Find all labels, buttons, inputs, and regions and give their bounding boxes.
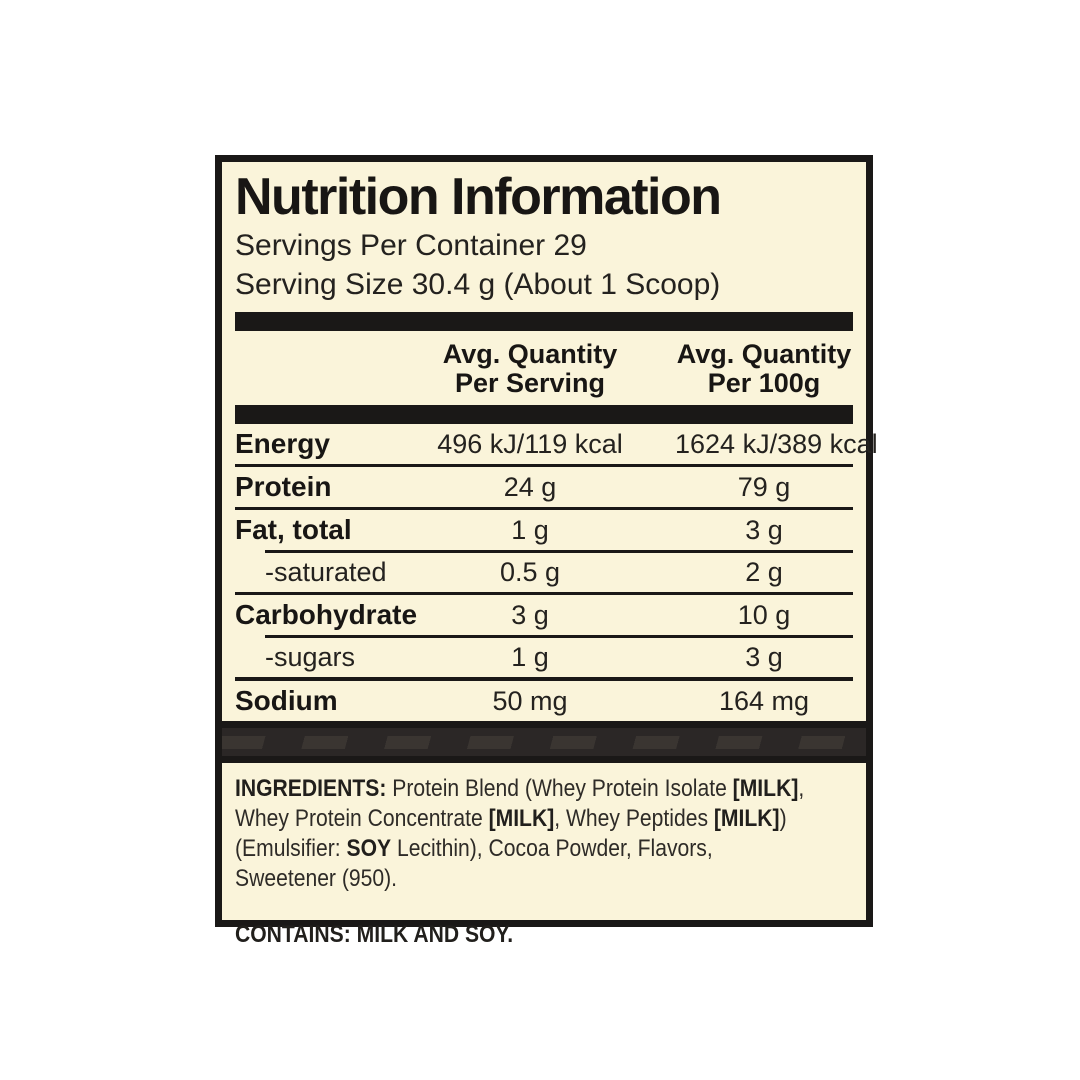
value-per-serving: 3 g bbox=[511, 600, 549, 630]
value-per-serving: 24 g bbox=[503, 472, 557, 502]
value-per-100g: 10 g bbox=[737, 600, 791, 630]
table-row-protein bbox=[235, 467, 853, 507]
ingredients-line bbox=[235, 864, 862, 894]
allergen-milk: [MILK] bbox=[488, 805, 555, 832]
nutrient-name: Energy bbox=[235, 428, 330, 459]
ingredients-text bbox=[235, 774, 862, 950]
value-per-100g: 79 g bbox=[737, 472, 791, 502]
ingredients-label: INGREDIENTS: bbox=[235, 775, 393, 802]
ingredients-segment: Protein Blend (Whey Protein Isolate bbox=[392, 775, 733, 802]
black-divider-bar-mid bbox=[235, 405, 853, 424]
ingredients-segment: Lecithin), Cocoa Powder, Flavors, bbox=[391, 835, 713, 862]
table-row-saturated bbox=[235, 553, 853, 592]
servings-per-container: Servings Per Container 29 bbox=[235, 229, 587, 262]
ingredients-segment: Whey Protein Concentrate bbox=[235, 805, 489, 832]
tread-divider bbox=[222, 721, 866, 763]
nutrient-name: Fat, total bbox=[235, 514, 352, 545]
table-row-sodium bbox=[235, 681, 853, 721]
value-per-serving: 1 g bbox=[511, 642, 549, 672]
nutrient-name: Protein bbox=[235, 471, 332, 502]
tread-dashes bbox=[222, 736, 866, 749]
allergen-milk: [MILK] bbox=[732, 775, 799, 802]
ingredients-segment: ) bbox=[779, 805, 787, 832]
allergen-soy: SOY bbox=[346, 835, 392, 862]
value-per-100g: 164 mg bbox=[718, 686, 810, 716]
nutrient-name: Sodium bbox=[235, 685, 338, 716]
nutrient-name: -sugars bbox=[265, 642, 356, 672]
nutrient-name: Carbohydrate bbox=[235, 599, 418, 630]
column-header-per-100g bbox=[675, 340, 853, 398]
value-per-100g: 3 g bbox=[745, 515, 783, 545]
ingredients-line bbox=[235, 834, 862, 864]
table-row-carbohydrate bbox=[235, 595, 853, 635]
value-per-serving: 1 g bbox=[511, 515, 549, 545]
tread-divider-bottom-line bbox=[222, 756, 866, 763]
nutrition-table bbox=[222, 424, 878, 721]
page-title: Nutrition Information bbox=[235, 168, 721, 226]
per-serving-line1: Avg. Quantity bbox=[442, 339, 618, 369]
ingredients-segment: , Whey Peptides bbox=[554, 805, 714, 832]
ingredients-section bbox=[222, 763, 866, 950]
value-per-serving: 50 mg bbox=[492, 686, 568, 716]
nutrient-name: -saturated bbox=[265, 557, 387, 587]
per-100g-line1: Avg. Quantity bbox=[676, 339, 852, 369]
tread-divider-top-line bbox=[222, 721, 866, 728]
value-per-100g: 3 g bbox=[745, 642, 783, 672]
value-per-100g: 2 g bbox=[745, 557, 783, 587]
per-100g-line2: Per 100g bbox=[707, 368, 821, 398]
table-row-fat-total bbox=[235, 510, 853, 550]
ingredients-segment: Sweetener (950). bbox=[235, 865, 398, 892]
per-serving-line2: Per Serving bbox=[454, 368, 606, 398]
value-per-serving: 496 kJ/119 kcal bbox=[437, 429, 623, 459]
serving-size: Serving Size 30.4 g (About 1 Scoop) bbox=[235, 268, 721, 301]
black-divider-bar-top bbox=[235, 312, 853, 331]
ingredients-segment: (Emulsifier: bbox=[235, 835, 347, 862]
column-headers bbox=[222, 331, 866, 405]
ingredients-line bbox=[235, 774, 862, 804]
tread-pattern-bar bbox=[222, 728, 866, 756]
label-header bbox=[222, 162, 866, 312]
table-row-energy bbox=[235, 424, 878, 464]
column-header-per-serving bbox=[385, 340, 675, 398]
nutrition-label bbox=[215, 155, 878, 948]
ingredients-line bbox=[235, 804, 862, 834]
value-per-100g: 1624 kJ/389 kcal bbox=[675, 429, 878, 459]
table-row-sugars bbox=[235, 638, 853, 677]
value-per-serving: 0.5 g bbox=[499, 557, 561, 587]
contains-statement: CONTAINS: MILK AND SOY. bbox=[235, 921, 514, 948]
allergen-milk: [MILK] bbox=[713, 805, 780, 832]
ingredients-segment: , bbox=[798, 775, 805, 802]
